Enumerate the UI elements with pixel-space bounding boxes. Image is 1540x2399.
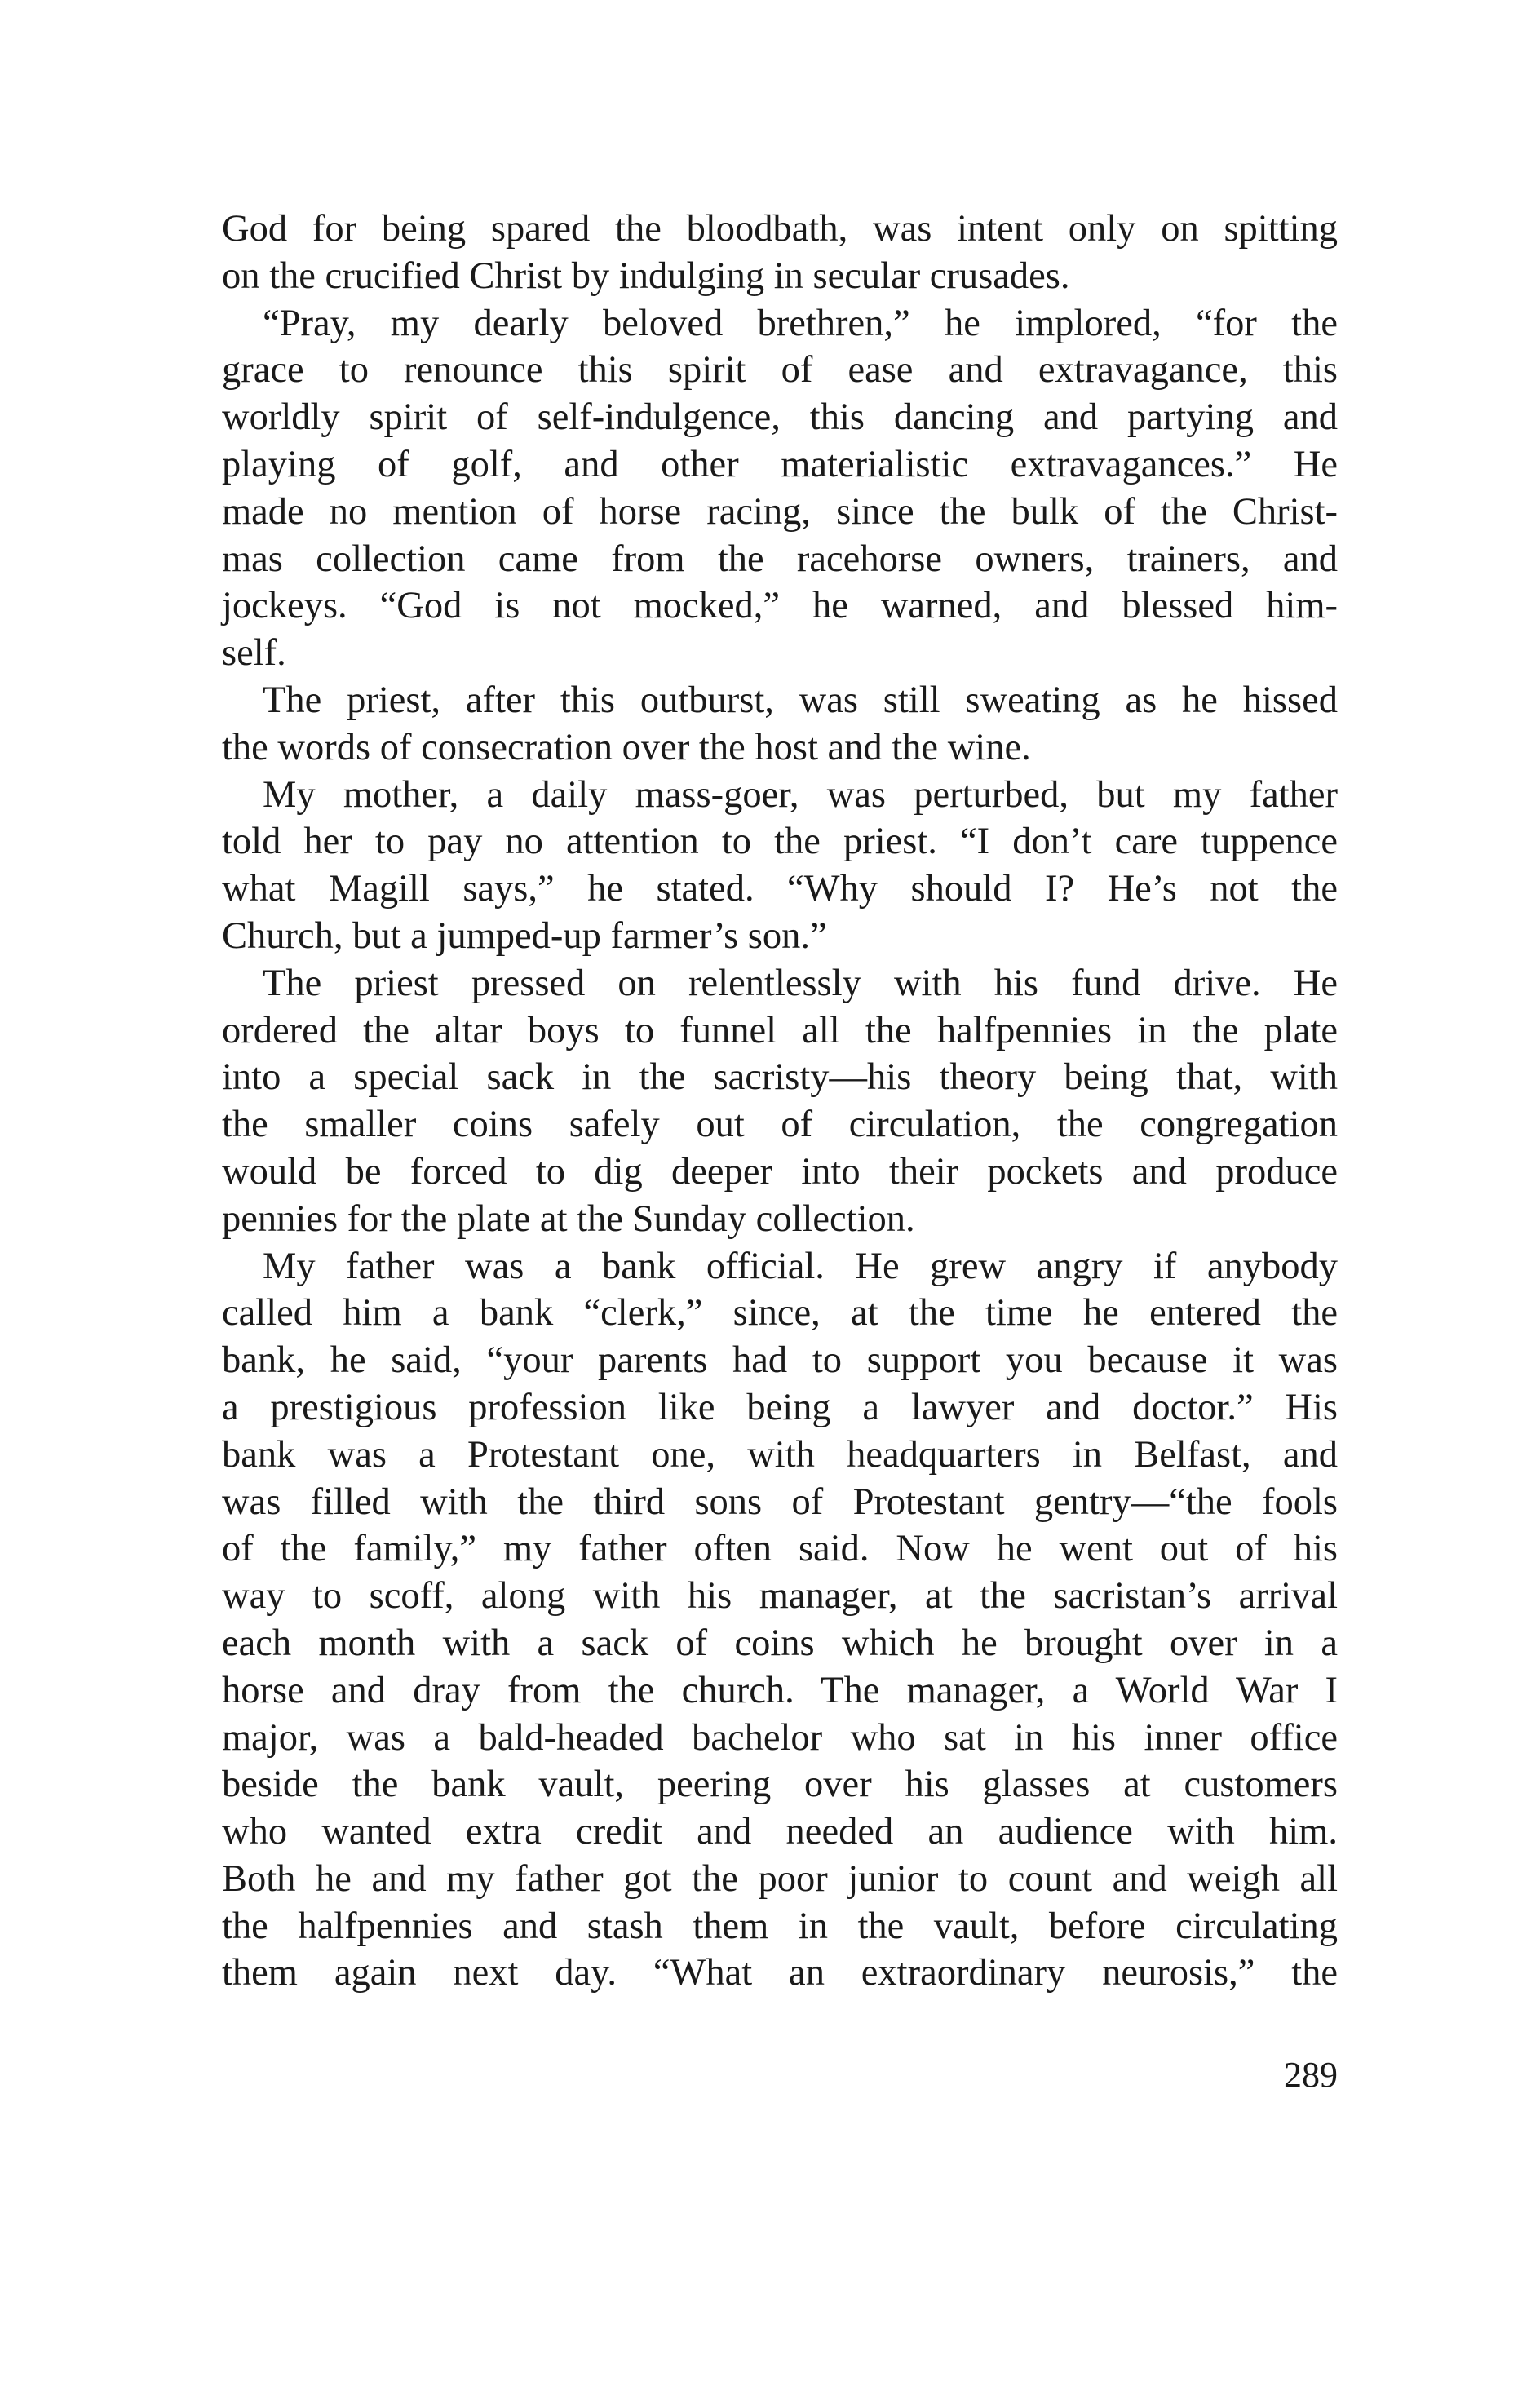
text-line: “Pray, my dearly beloved brethren,” he implored, “for the — [263, 302, 1338, 344]
text-line: Both he and my father got the poor junior to count and weigh all — [222, 1857, 1338, 1900]
text-line: jockeys. “God is not mocked,” he warned, and blessed him- — [222, 585, 1338, 627]
text-line: would be forced to dig deeper into their pockets and produce — [222, 1150, 1338, 1193]
text-line: who wanted extra credit and needed an audience with him. — [222, 1811, 1338, 1853]
text-line: what Magill says,” he stated. “Why should I? He’s not the — [222, 868, 1338, 910]
text-line: worldly spirit of self-indulgence, this dancing and partying and — [222, 396, 1338, 439]
text-line: was filled with the third sons of Protestant gentry—“the fools — [222, 1481, 1338, 1523]
text-line: playing of golf, and other materialistic extravagances.” He — [222, 443, 1338, 485]
text-line: My father was a bank official. He grew angry if anybody — [263, 1245, 1338, 1287]
text-line: called him a bank “clerk,” since, at the time he entered the — [222, 1292, 1338, 1334]
text-line: told her to pay no attention to the priest. “I don’t care tuppence — [222, 821, 1338, 863]
body-text — [222, 206, 1338, 1997]
text-line: a prestigious profession like being a lawyer and doctor.” His — [222, 1386, 1338, 1428]
text-line: of the family,” my father often said. Now he went out of his — [222, 1528, 1338, 1570]
text-line: way to scoff, along with his manager, at the sacristan’s arrival — [222, 1575, 1338, 1618]
text-line: the smaller coins safely out of circulation, the congregation — [222, 1104, 1338, 1146]
text-line: into a special sack in the sacristy—his theory being that, with — [222, 1056, 1338, 1099]
text-line: mas collection came from the racehorse owners, trainers, and — [222, 538, 1338, 580]
text-line: My mother, a daily mass-goer, was perturbed, but my father — [263, 773, 1338, 816]
text-line: self. — [222, 632, 286, 675]
text-line: bank, he said, “your parents had to support you because it was — [222, 1339, 1338, 1382]
text-line: the words of consecration over the host and the wine. — [222, 726, 1031, 768]
text-line: them again next day. “What an extraordinary neurosis,” the — [222, 1952, 1338, 1994]
text-line: made no mention of horse racing, since the bulk of the Christ- — [222, 490, 1338, 533]
text-line: The priest, after this outburst, was still sweating as he hissed — [263, 679, 1338, 721]
text-line: the halfpennies and stash them in the vault, before circulating — [222, 1905, 1338, 1947]
text-line: bank was a Protestant one, with headquarters in Belfast, and — [222, 1433, 1338, 1476]
text-line: major, was a bald-headed bachelor who sat in his inner office — [222, 1716, 1338, 1759]
text-line: horse and dray from the church. The manager, a World War I — [222, 1669, 1338, 1711]
text-line: on the crucified Christ by indulging in secular crusades. — [222, 255, 1070, 297]
text-line: The priest pressed on relentlessly with his fund drive. He — [263, 962, 1338, 1004]
text-line: Church, but a jumped-up farmer’s son.” — [222, 914, 827, 957]
text-line: God for being spared the bloodbath, was intent only on spitting — [222, 208, 1338, 250]
text-line: grace to renounce this spirit of ease and extravagance, this — [222, 349, 1338, 392]
text-line: beside the bank vault, peering over his glasses at customers — [222, 1764, 1338, 1806]
page-number: 289 — [1284, 2055, 1338, 2095]
text-line: each month with a sack of coins which he brought over in a — [222, 1622, 1338, 1664]
text-line: pennies for the plate at the Sunday collection. — [222, 1197, 915, 1240]
text-line: ordered the altar boys to funnel all the halfpennies in the plate — [222, 1009, 1338, 1051]
